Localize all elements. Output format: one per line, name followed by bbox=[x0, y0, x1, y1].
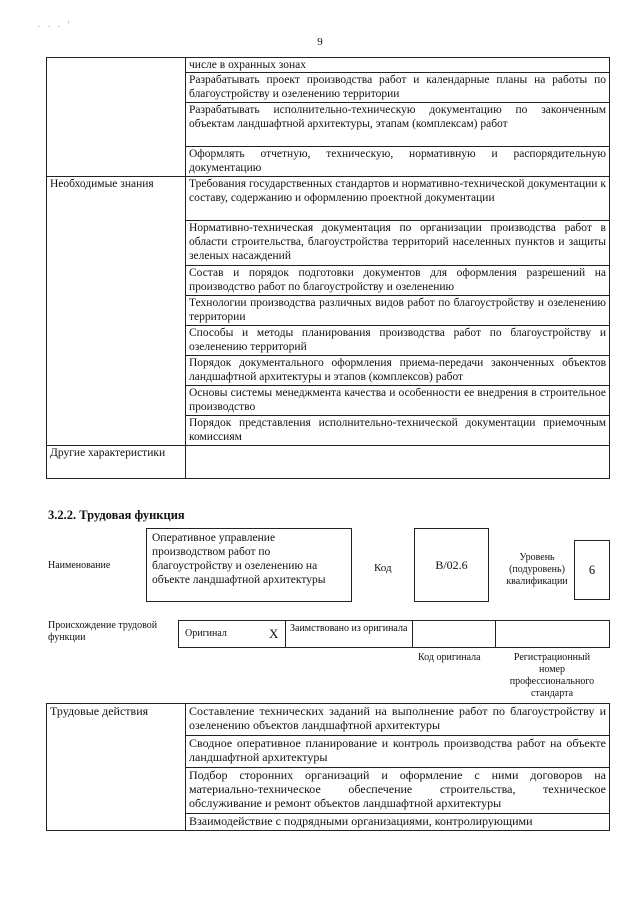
skill-item: Разрабатывать исполнительно-техническую документацию по законченным объектам ландшафтной архитектуры, этапам (комплексам) работ bbox=[186, 103, 610, 147]
skill-item: числе в охранных зонах bbox=[186, 58, 610, 73]
other-characteristics-value bbox=[186, 446, 610, 479]
code-original-cell bbox=[412, 620, 496, 648]
original-label: Оригинал bbox=[185, 628, 227, 639]
original-cell bbox=[178, 620, 286, 648]
section-title: 3.2.2. Трудовая функция bbox=[48, 508, 185, 522]
row-label-knowledge: Необходимые знания bbox=[47, 177, 186, 446]
code-original-label: Код оригинала bbox=[418, 652, 481, 663]
qualification-level: 6 bbox=[574, 540, 610, 600]
function-name: Оперативное управление производством работ по благоустройству и озеленению на объекте ландшафтной архитектуры bbox=[146, 528, 352, 602]
borrowed-label: Заимствовано из оригинала bbox=[290, 623, 408, 634]
original-mark: X bbox=[269, 626, 279, 641]
row-label-skills bbox=[47, 58, 186, 177]
row-label-other: Другие характеристики bbox=[47, 446, 186, 479]
labor-action-item: Взаимодействие с подрядными организациями, контролирующими bbox=[186, 814, 610, 831]
code-label: Код bbox=[374, 562, 392, 574]
reg-number-label: Регистрационный номер профессионального стандарта bbox=[509, 652, 595, 699]
labor-action-item: Подбор сторонних организаций и оформление с ними договоров на материально-техническое обеспечение строительства, техническое обслуживание и ремонт объектов ландшафтной архитектуры bbox=[186, 768, 610, 814]
labor-action-item: Сводное оперативное планирование и контроль производства работ на объекте ландшафтной архитектуры bbox=[186, 736, 610, 768]
page-number: 9 bbox=[317, 36, 323, 48]
scan-specks: . . . ' bbox=[38, 20, 73, 29]
knowledge-item: Основы системы менеджмента качества и особенности ее внедрения в строительное производство bbox=[186, 386, 610, 416]
origin-label: Происхождение трудовой функции bbox=[48, 620, 158, 643]
skill-item: Оформлять отчетную, техническую, нормативную и распорядительную документацию bbox=[186, 147, 610, 177]
knowledge-item: Порядок документального оформления приема-передачи законченных объектов ландшафтной архитектуры и этапов (комплексов) работ bbox=[186, 356, 610, 386]
function-code: В/02.6 bbox=[414, 528, 489, 602]
knowledge-item: Требования государственных стандартов и нормативно-технической документации к составу, содержанию и оформлению проектной документации bbox=[186, 177, 610, 221]
labor-action-item: Составление технических заданий на выполнение работ по благоустройству и озеленению объектов ландшафтной архитектуры bbox=[186, 704, 610, 736]
level-label: Уровень (подуровень) квалификации bbox=[506, 552, 568, 587]
name-label: Наименование bbox=[48, 560, 111, 571]
borrowed-cell bbox=[285, 620, 413, 648]
knowledge-item: Нормативно-техническая документация по организации производства работ в области строительства, благоустройства территорий населенных пунктов и защиты зеленых насаждений bbox=[186, 221, 610, 266]
skill-item: Разрабатывать проект производства работ и календарные планы на работы по благоустройству и озеленению территории bbox=[186, 73, 610, 103]
knowledge-item: Способы и методы планирования производства работ по благоустройству и озеленению территорий bbox=[186, 326, 610, 356]
reg-number-cell bbox=[495, 620, 610, 648]
knowledge-item: Состав и порядок подготовки документов для оформления разрешений на производство работ по благоустройству и озеленению bbox=[186, 266, 610, 296]
skills-knowledge-table bbox=[46, 57, 610, 479]
knowledge-item: Технологии производства различных видов работ по благоустройству и озеленению территории bbox=[186, 296, 610, 326]
labor-actions-table bbox=[46, 703, 610, 831]
row-label-labor-actions: Трудовые действия bbox=[47, 704, 186, 831]
knowledge-item: Порядок представления исполнительно-технической документации приемочным комиссиям bbox=[186, 416, 610, 446]
